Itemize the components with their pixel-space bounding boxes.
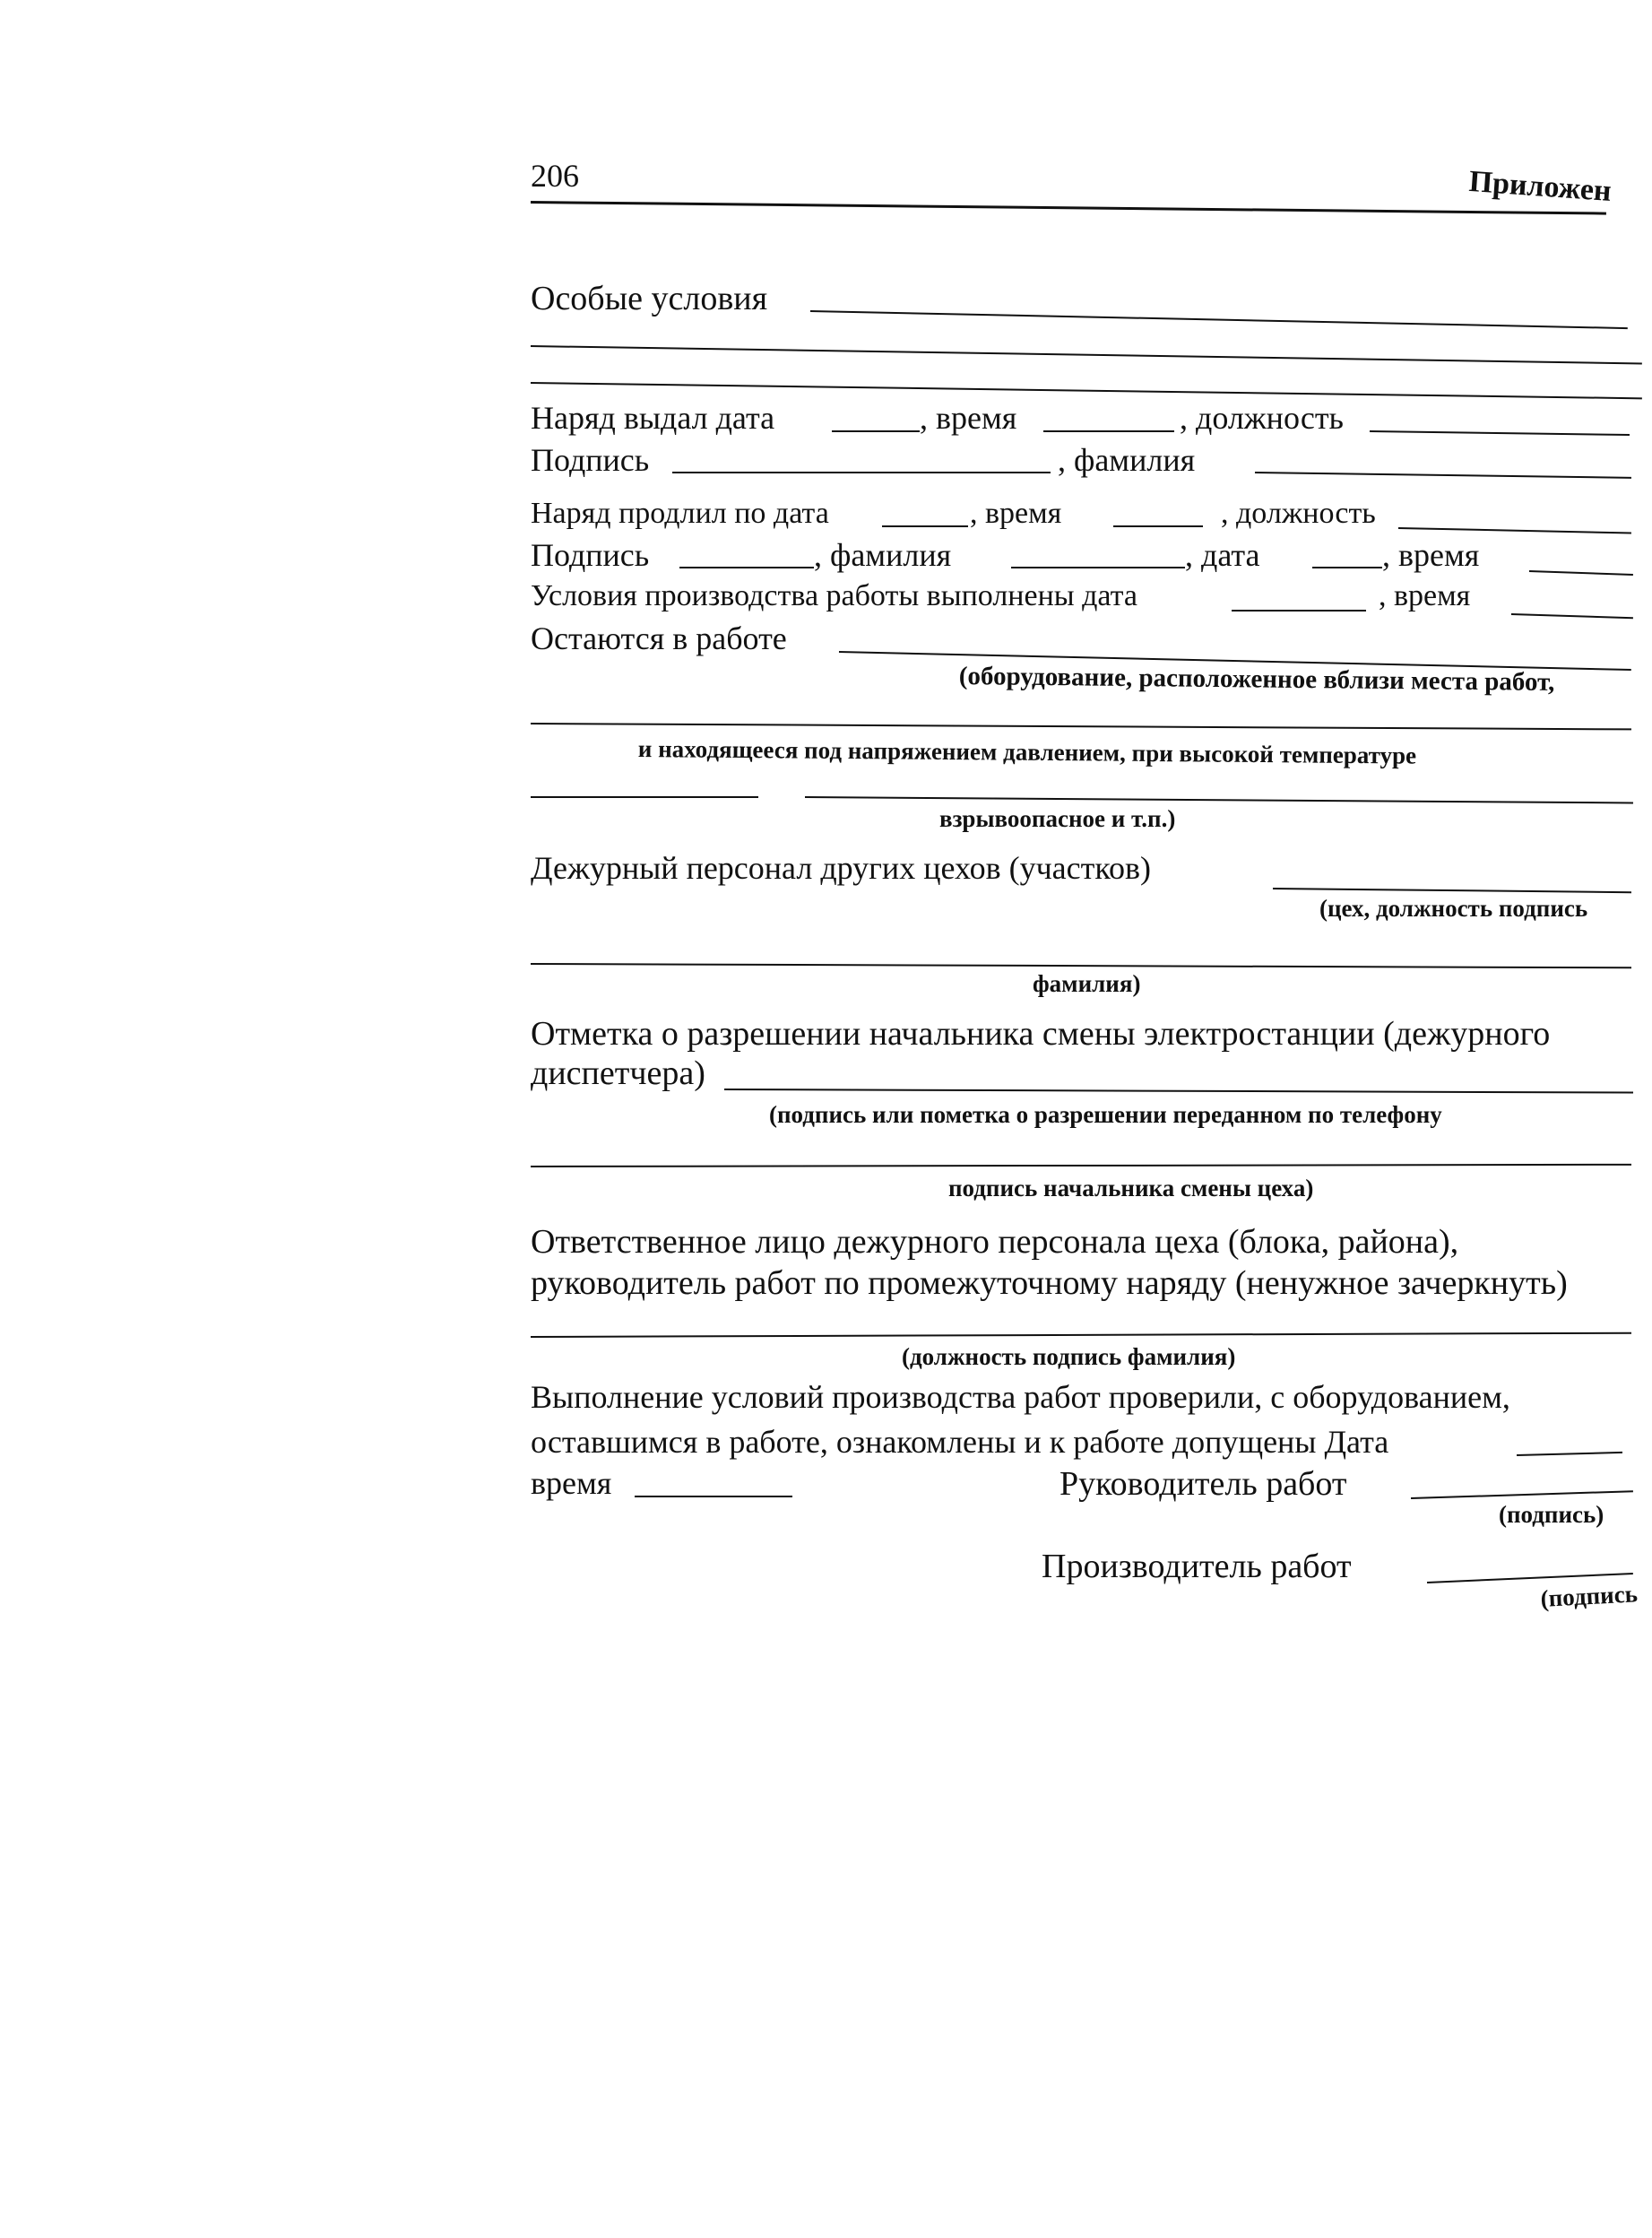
surname-label: , фамилия (1058, 442, 1196, 478)
work-producer-label: Производитель работ (1042, 1548, 1352, 1585)
conditions-done-date-field (1232, 610, 1366, 612)
hint-signature-1: (подпись) (1499, 1501, 1604, 1528)
special-conditions-line-2 (531, 345, 1642, 364)
check-time-label: время (531, 1465, 612, 1501)
conditions-done-time-label: , время (1379, 579, 1471, 612)
duty-staff-label: Дежурный персонал других цехов (участков) (531, 850, 1152, 886)
hint-shift-sign: подпись начальника смены цеха) (948, 1175, 1314, 1201)
extension-signature-label: Подпись (531, 537, 650, 573)
extension-date-field (1312, 567, 1382, 568)
remaining-line-2 (531, 723, 1631, 730)
hint-shop: (цех, должность подпись (1319, 895, 1588, 922)
work-manager-label: Руководитель работ (1060, 1465, 1347, 1503)
permission-line-2: диспетчера) (531, 1054, 705, 1092)
extension-date-label: , дата (1185, 537, 1260, 573)
permission-field (724, 1089, 1633, 1094)
extended-time-field (1113, 525, 1203, 527)
duty-staff-field (1273, 888, 1631, 893)
special-conditions-label: Особые условия (531, 280, 768, 317)
extension-surname-label: , фамилия (814, 537, 952, 573)
issued-date-field (832, 430, 920, 432)
extended-position-label: , должность (1221, 497, 1376, 530)
hint-explosive: взрывоопасное и т.п.) (939, 805, 1176, 832)
special-conditions-line-3 (531, 382, 1642, 399)
extended-time-label: , время (970, 497, 1062, 530)
surname-field (1255, 472, 1631, 479)
work-manager-signature-field (1411, 1490, 1633, 1499)
hint-permission: (подпись или пометка о разрешении переданном по телефону (769, 1101, 1442, 1128)
extended-position-field (1398, 527, 1631, 533)
issued-position-field (1370, 430, 1630, 436)
remaining-line-3b (805, 796, 1633, 803)
hint-signature-2: (подпись (1539, 1580, 1639, 1612)
responsible-line-1: Ответственное лицо дежурного персонала цеха (блока, района), (531, 1223, 1459, 1261)
extension-time-field (1529, 570, 1633, 576)
remaining-label: Остаются в работе (531, 620, 787, 656)
remaining-line-3a (531, 796, 758, 798)
special-conditions-field (810, 310, 1628, 329)
permission-line-1: Отметка о разрешении начальника смены электростанции (дежурного (531, 1015, 1551, 1053)
extended-label: Наряд продлил по дата (531, 497, 829, 530)
issued-position-label: , должность (1180, 400, 1344, 436)
conditions-done-time-field (1511, 613, 1633, 619)
permission-line-3 (531, 1164, 1631, 1167)
conditions-done-label: Условия производства работы выполнены дата (531, 579, 1137, 612)
extended-date-field (882, 525, 968, 527)
extension-time-label: , время (1382, 537, 1480, 573)
header-rule (531, 201, 1606, 215)
check-date-field (1517, 1452, 1622, 1456)
running-title: Приложен (1467, 165, 1613, 209)
hint-surname: фамилия) (1033, 970, 1141, 997)
extension-surname-field (1011, 567, 1185, 568)
issued-time-label: , время (920, 400, 1017, 436)
responsible-field (531, 1332, 1631, 1338)
responsible-line-2: руководитель работ по промежуточному наряду (ненужное зачеркнуть) (531, 1264, 1568, 1302)
check-line-1: Выполнение условий производства работ проверили, с оборудованием, (531, 1379, 1510, 1415)
issued-label: Наряд выдал дата (531, 400, 775, 436)
hint-position-sign: (должность подпись фамилия) (902, 1343, 1236, 1370)
signature-field (672, 472, 1051, 473)
check-line-2: оставшимся в работе, ознакомлены и к работе допущены Дата (531, 1424, 1389, 1460)
hint-equipment: (оборудование, расположенное вблизи места работ, (958, 662, 1555, 697)
extension-signature-field (679, 567, 814, 568)
issued-time-field (1043, 430, 1174, 432)
hint-voltage: и находящееся под напряжением давлением, при высокой температуре (637, 735, 1417, 769)
signature-label: Подпись (531, 442, 650, 478)
duty-staff-line-2 (531, 963, 1631, 968)
page-number: 206 (531, 158, 579, 194)
check-time-field (635, 1496, 792, 1497)
